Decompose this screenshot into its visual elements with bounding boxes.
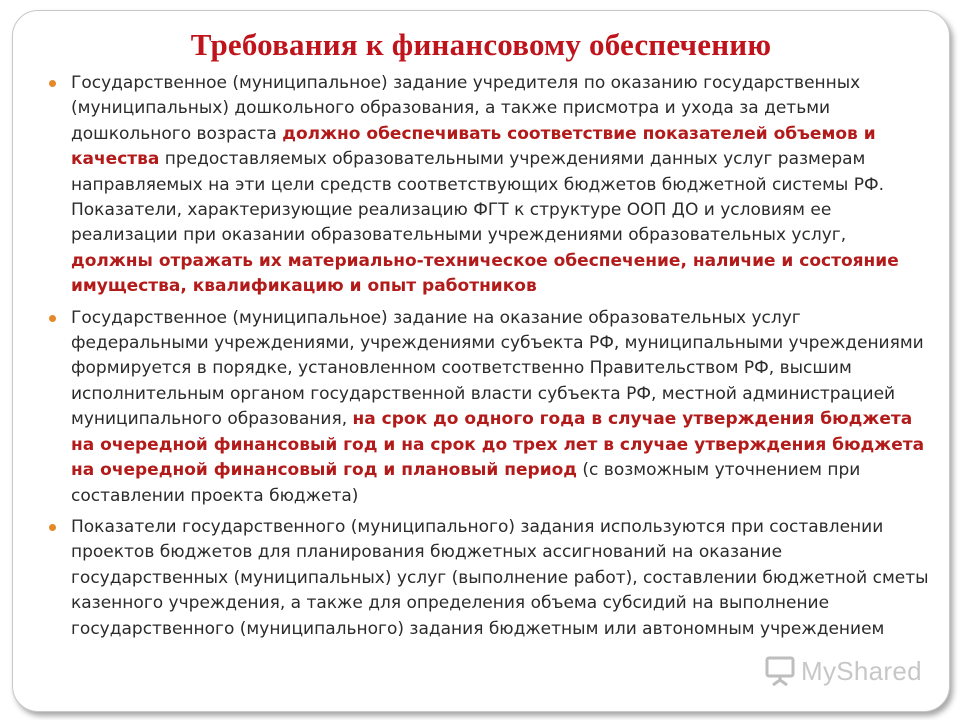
bullet-highlight-segment: должно обеспечивать соответствие показателей объемов и качества: [71, 123, 876, 170]
presentation-board-icon: [765, 655, 795, 687]
bullet-text-segment: Государственное (муниципальное) задание на оказание образовательных услуг федеральными учреждениями, учреждениями субъекта РФ, муниципальными учреждениями формируется в порядке, установленном соответственно Правительством РФ, высшим исполнительным органом государственной власти субъекта РФ, местной администрацией муниципального образования,: [71, 307, 924, 430]
bullet-highlight-segment: на срок до одного года в случае утверждения бюджета на очередной финансовый год и на срок до трех лет в случае утверждения бюджета на очередной финансовый год и плановый период: [71, 409, 925, 481]
bullet-text-segment: Показатели государственного (муниципального) задания используются при составлении проектов бюджетов для планирования бюджетных ассигнований на оказание государственных (муниципальных) услуг (выполнение работ), составлении бюджетной сметы казенного учреждения, а также для определения объема субсидий на выполнение государственного (муниципального) задания бюджетным или автономным учреждением: [71, 516, 929, 639]
bullet-dot-icon: [49, 315, 56, 322]
bullet-list: [43, 71, 933, 648]
bullet-item: [43, 71, 933, 300]
bullet-highlight-segment: должны отражать их материально-техническое обеспечение, наличие и состояние имущества, квалификацию и опыт работников: [71, 250, 899, 297]
bullet-dot-icon: [49, 524, 56, 531]
watermark: [765, 655, 922, 687]
bullet-item: [43, 306, 933, 509]
bullet-text-segment: предоставляемых образовательными учреждениями данных услуг размерам направляемых на эти цели средств соответствующих бюджетов бюджетной системы РФ. Показатели, характеризующие реализацию ФГТ к структуре ООП ДО и условиям ее реализации при оказании образовательными учреждениями образовательных услуг,: [71, 149, 885, 246]
bullet-item: [43, 515, 933, 642]
bullet-dot-icon: [49, 80, 56, 87]
watermark-text: MyShared: [801, 655, 922, 686]
slide-frame: [12, 10, 950, 712]
bullet-text-segment: (с возможным уточнением при составлении проекта бюджета): [71, 460, 861, 506]
bullet-text-segment: Государственное (муниципальное) задание учредителя по оказанию государственных (муниципальных) дошкольного образования, а также присмотра и ухода за детьми дошкольного возраста: [71, 73, 861, 144]
slide-title: Требования к финансовому обеспечению: [190, 27, 772, 62]
